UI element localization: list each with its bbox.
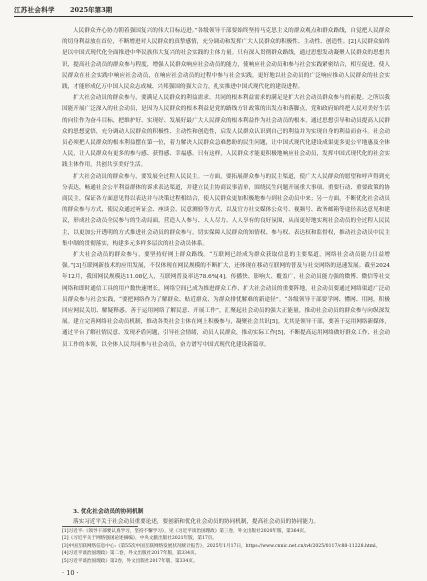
header-rule — [14, 16, 413, 17]
footnotes — [62, 528, 390, 565]
footnote: [5]习近平谈治国理政》第2卷，外文出版社2017年版，第334页。 — [62, 558, 198, 564]
paragraph: 扩大社会动员的群众参与，要坚持好网上群众路线。“互联网已经成为群众获取信息的主要渠道，网络社会动员能力日益增强。”[3]互联网新技术的应用发展，不仅体现在网民规模的不断扩大，还体现在移动互联网的普及与社交网络的迅速发展。截至2024年12月，我国网民规模达11.08亿人，互联网普及率达78.6%[4]。传播快、影响大、覆盖广，社会动员能力强的微博、微信等社交网络和即时通信工具的用户数快速增长，网络空间已成为推进群众工作、扩大社会动员的重要阵地，社会动员要通过网络渠道广泛动员群众参与社会实践，“要把网络作为了解群众、贴近群众、为群众排忧解难的新途径”。“各级领导干部要学网、懂网、用网，积极回应网民关切、解疑释惑。善于运用网络了解民意、开展工作”，汇聚起社会动员的强大正能量，推动社会动员的群众参与向纵深发展。建立完善网络社会动员机制，推动各类社会主体在网上积极参与，凝聚社会共识[5]。尤其是领导干部，要善于运用网络新媒体，通过平台了解社情民意、发现矛盾问题，引导社会情绪，动员人民群众，推动实际工作[5]，不断提高运用网络做好群众工作、社会动员工作的本领，以全体人民共同参与社会动员，奋力谱写中国式现代化建设新篇章。 — [62, 252, 390, 348]
paragraph: 落实习近平关于社会动员重要论述，要创新和优化社会动员的协同机制，提高社会动员的协同能力。 — [73, 519, 320, 525]
paragraph: 扩大社会动员的群众参与，要发展全过程人民民主。一方面，要拓展群众参与的民主渠道，使广大人民群众的愿望和呼声得到充分表达，畅通社会公平利益群体的诉求表达渠道，并建立民主协商议事清单，围绕民生问题开展重大事项、重要行动、重要政策的协商民主，保证各方面意见得以表达并与决策过程相结合，使人民群众更加积极地参与到社会动员中来；另一方面，不断优化社会动员的群众参与方式，使民众通过听证会、座谈会、民意测验等方式，以及官方社交媒体公众号、视频号、政务邮箱等途径表达意见和建议，形成社会动员全民参与的生动局面，营造人人参与、人人尽力、人人享有的良好氛围，从而更好地实现社会动员的全过程人民民主，以更加公开透明的方式推进社会动员的群众参与，切实保障人民群众的知情权、参与权、表达权和监督权，推动社会动员中民主集中制的贯彻落实，构建多元多样多层次的社会动员体系。 — [62, 173, 390, 247]
page-number: · 10 · — [62, 569, 79, 577]
paragraph: 人民群众齐心协力朝着强国复兴的伟大目标迈进。”各级领导干部要始终坚持马克思主义的群众观点和群众路线，自觉把人民群众的切身利益放在首位，不断增进对人民群众的真挚感情，充分调动和发挥广大人民群众的积极性、主动性、创造性。[2]人民群众始终是以中国式现代化全面推进中华民族伟大复兴的社会实践的主体力量。只有深入贯彻群众路线，通过思想发动凝聚人民群众的思想共识，提高社会动员的群众参与程度，增强人民群众响应社会动员的能力，使响应社会动员和参与社会实践紧密结合，相互促进，使人民群众在社会实践中响应社会动员，在响应社会动员的过程中参与社会实践，更好地以社会动员的广泛响应推动人民群众的社会实践，才能形成亿万中国人民众志成城、兴邦强国的强大合力，扎实推进中国式现代化的建设进程。 — [62, 28, 390, 91]
footnote-rule — [62, 526, 138, 527]
footnote: [4]习近平谈治国理政》第二卷，外文出版社2017年版，第334页。 — [62, 551, 200, 557]
issue-label: 2025年第3期 — [70, 6, 113, 14]
paragraph: 扩大社会动员的群众参与，要满足人民群众的利益需求。共同的根本利益需求的满足是扩大社会动员群众参与的前提。之所以我国能开展广泛深入的社会动员，是因为人民群众的根本利益是党的路线方针政策的出发点和落脚点，党和政府始终把人民对美好生活的向往作为奋斗目标，把维护好、实现好、发展好最广大人民群众的根本利益作为社会动员的根本，通过思想引导和动员提高人民群众的思想觉悟，充分调动人民群众的积极性、主动性和创造性，启发人民群众认识到自己的利益并为实现自身的利益而奋斗。社会动员必须把人民群众的根本利益摆在第一位，着力解决人民群众急难愁盼的民生问题，让中国式现代化建设成果更多更公平地惠及全体人民，让人民群众有更多的参与感、获得感、幸福感。只有这样，人民群众才能更积极地响应社会动员，发挥中国式现代化的社会实践主体作用，共创共享美好生活。 — [62, 95, 390, 169]
journal-name: 江苏社会科学 — [14, 6, 55, 14]
footnote: [3]中国互联网络信息中心:《第55次中国互联网络发展状况统计报告》，2025年1月17日，https://www.cnnic.net.cn/n4/2025/0117/c88-11228.html。 — [62, 543, 381, 549]
section-heading: 3. 优化社会动员的协同机制 — [73, 509, 144, 515]
footnote: [1]习近平:《领导干部要认真学习，坚持不懈学习》，见《习近平谈治国理政》第三卷，外文出版社2020年版，第364页。 — [62, 529, 309, 534]
footnote: [2]《习近平关于网络强国论述摘编》，中央文献出版社2021年版，第17页。 — [62, 536, 217, 542]
running-header — [14, 3, 413, 20]
article-body — [62, 26, 390, 351]
